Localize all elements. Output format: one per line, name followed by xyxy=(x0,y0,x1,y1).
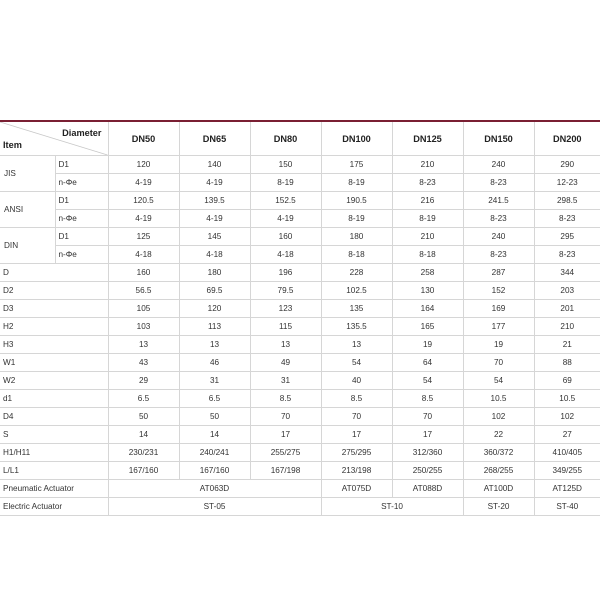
header-corner-cell xyxy=(0,121,108,156)
value-cell: 180 xyxy=(179,264,250,282)
value-cell: 56.5 xyxy=(108,282,179,300)
size-header-dn200: DN200 xyxy=(534,121,600,156)
value-cell: 70 xyxy=(321,408,392,426)
row-label: D3 xyxy=(0,300,108,318)
actuator-model-cell: ST-10 xyxy=(321,498,463,516)
value-cell: 102 xyxy=(534,408,600,426)
value-cell: 298.5 xyxy=(534,192,600,210)
value-cell: 54 xyxy=(392,372,463,390)
table-row xyxy=(0,354,600,372)
row-label: n-Φe xyxy=(55,210,108,228)
value-cell: 125 xyxy=(108,228,179,246)
value-cell: 8-23 xyxy=(463,246,534,264)
value-cell: 152 xyxy=(463,282,534,300)
value-cell: 210 xyxy=(392,228,463,246)
table-row xyxy=(0,174,600,192)
value-cell: 167/198 xyxy=(250,462,321,480)
value-cell: 216 xyxy=(392,192,463,210)
value-cell: 8-23 xyxy=(463,210,534,228)
value-cell: 123 xyxy=(250,300,321,318)
actuator-row xyxy=(0,498,600,516)
value-cell: 4-19 xyxy=(179,174,250,192)
table-row xyxy=(0,210,600,228)
value-cell: 6.5 xyxy=(179,390,250,408)
size-header-dn100: DN100 xyxy=(321,121,392,156)
row-label: L/L1 xyxy=(0,462,108,480)
value-cell: 295 xyxy=(534,228,600,246)
header-item-label: Item xyxy=(3,140,22,150)
specification-table xyxy=(0,120,600,516)
table-row xyxy=(0,264,600,282)
row-label: D xyxy=(0,264,108,282)
value-cell: 70 xyxy=(250,408,321,426)
table-row xyxy=(0,372,600,390)
value-cell: 102 xyxy=(463,408,534,426)
value-cell: 70 xyxy=(463,354,534,372)
header-diameter-label: Diameter xyxy=(62,128,102,138)
value-cell: 27 xyxy=(534,426,600,444)
value-cell: 135 xyxy=(321,300,392,318)
row-label: n-Φe xyxy=(55,246,108,264)
value-cell: 8-23 xyxy=(534,246,600,264)
standard-group-label: JIS xyxy=(0,156,55,192)
value-cell: 31 xyxy=(179,372,250,390)
value-cell: 8.5 xyxy=(392,390,463,408)
value-cell: 360/372 xyxy=(463,444,534,462)
value-cell: 4-19 xyxy=(108,210,179,228)
value-cell: 17 xyxy=(392,426,463,444)
value-cell: 139.5 xyxy=(179,192,250,210)
table-row xyxy=(0,246,600,264)
value-cell: 31 xyxy=(250,372,321,390)
value-cell: 240 xyxy=(463,156,534,174)
diagonal-divider xyxy=(0,122,108,155)
size-header-dn125: DN125 xyxy=(392,121,463,156)
value-cell: 130 xyxy=(392,282,463,300)
value-cell: 10.5 xyxy=(534,390,600,408)
standard-group-label: DIN xyxy=(0,228,55,264)
value-cell: 135.5 xyxy=(321,318,392,336)
table-row xyxy=(0,390,600,408)
value-cell: 8-18 xyxy=(392,246,463,264)
value-cell: 228 xyxy=(321,264,392,282)
row-label: S xyxy=(0,426,108,444)
table-row xyxy=(0,336,600,354)
value-cell: 4-19 xyxy=(250,210,321,228)
value-cell: 43 xyxy=(108,354,179,372)
value-cell: 177 xyxy=(463,318,534,336)
value-cell: 54 xyxy=(463,372,534,390)
value-cell: 175 xyxy=(321,156,392,174)
value-cell: 19 xyxy=(463,336,534,354)
actuator-row xyxy=(0,480,600,498)
value-cell: 13 xyxy=(250,336,321,354)
value-cell: 8-23 xyxy=(534,210,600,228)
row-label: D4 xyxy=(0,408,108,426)
value-cell: 203 xyxy=(534,282,600,300)
row-label: D1 xyxy=(55,192,108,210)
value-cell: 10.5 xyxy=(463,390,534,408)
size-header-dn50: DN50 xyxy=(108,121,179,156)
row-label: H3 xyxy=(0,336,108,354)
value-cell: 8-19 xyxy=(321,174,392,192)
size-header-dn150: DN150 xyxy=(463,121,534,156)
table-row xyxy=(0,228,600,246)
value-cell: 167/160 xyxy=(179,462,250,480)
table-body xyxy=(0,156,600,516)
value-cell: 6.5 xyxy=(108,390,179,408)
value-cell: 64 xyxy=(392,354,463,372)
value-cell: 105 xyxy=(108,300,179,318)
value-cell: 4-19 xyxy=(108,174,179,192)
actuator-model-cell: AT088D xyxy=(392,480,463,498)
actuator-label: Electric Actuator xyxy=(0,498,108,516)
actuator-model-cell: ST-20 xyxy=(463,498,534,516)
value-cell: 180 xyxy=(321,228,392,246)
value-cell: 14 xyxy=(108,426,179,444)
value-cell: 115 xyxy=(250,318,321,336)
value-cell: 255/275 xyxy=(250,444,321,462)
value-cell: 8-19 xyxy=(321,210,392,228)
value-cell: 8-19 xyxy=(392,210,463,228)
value-cell: 4-18 xyxy=(179,246,250,264)
table-row xyxy=(0,444,600,462)
value-cell: 160 xyxy=(108,264,179,282)
table-row xyxy=(0,300,600,318)
row-label: D1 xyxy=(55,228,108,246)
table-row xyxy=(0,426,600,444)
value-cell: 70 xyxy=(392,408,463,426)
value-cell: 13 xyxy=(179,336,250,354)
value-cell: 12-23 xyxy=(534,174,600,192)
value-cell: 349/255 xyxy=(534,462,600,480)
value-cell: 69 xyxy=(534,372,600,390)
row-label: d1 xyxy=(0,390,108,408)
actuator-model-cell: AT063D xyxy=(108,480,321,498)
value-cell: 210 xyxy=(534,318,600,336)
value-cell: 88 xyxy=(534,354,600,372)
value-cell: 312/360 xyxy=(392,444,463,462)
value-cell: 13 xyxy=(321,336,392,354)
value-cell: 152.5 xyxy=(250,192,321,210)
actuator-model-cell: AT100D xyxy=(463,480,534,498)
table-row xyxy=(0,462,600,480)
value-cell: 275/295 xyxy=(321,444,392,462)
actuator-model-cell: ST-40 xyxy=(534,498,600,516)
value-cell: 240 xyxy=(463,228,534,246)
value-cell: 4-18 xyxy=(108,246,179,264)
value-cell: 167/160 xyxy=(108,462,179,480)
value-cell: 190.5 xyxy=(321,192,392,210)
value-cell: 145 xyxy=(179,228,250,246)
value-cell: 4-18 xyxy=(250,246,321,264)
value-cell: 113 xyxy=(179,318,250,336)
value-cell: 150 xyxy=(250,156,321,174)
value-cell: 140 xyxy=(179,156,250,174)
value-cell: 120.5 xyxy=(108,192,179,210)
value-cell: 344 xyxy=(534,264,600,282)
value-cell: 120 xyxy=(179,300,250,318)
value-cell: 201 xyxy=(534,300,600,318)
value-cell: 54 xyxy=(321,354,392,372)
table-row xyxy=(0,408,600,426)
value-cell: 17 xyxy=(250,426,321,444)
row-label: D1 xyxy=(55,156,108,174)
row-label: D2 xyxy=(0,282,108,300)
value-cell: 69.5 xyxy=(179,282,250,300)
value-cell: 230/231 xyxy=(108,444,179,462)
value-cell: 213/198 xyxy=(321,462,392,480)
value-cell: 164 xyxy=(392,300,463,318)
table-row xyxy=(0,156,600,174)
size-header-dn65: DN65 xyxy=(179,121,250,156)
actuator-label: Pneumatic Actuator xyxy=(0,480,108,498)
value-cell: 4-19 xyxy=(179,210,250,228)
value-cell: 49 xyxy=(250,354,321,372)
row-label: H1/H11 xyxy=(0,444,108,462)
row-label: W1 xyxy=(0,354,108,372)
value-cell: 196 xyxy=(250,264,321,282)
value-cell: 14 xyxy=(179,426,250,444)
value-cell: 290 xyxy=(534,156,600,174)
value-cell: 29 xyxy=(108,372,179,390)
value-cell: 17 xyxy=(321,426,392,444)
value-cell: 120 xyxy=(108,156,179,174)
value-cell: 22 xyxy=(463,426,534,444)
value-cell: 13 xyxy=(108,336,179,354)
actuator-model-cell: ST-05 xyxy=(108,498,321,516)
value-cell: 8.5 xyxy=(250,390,321,408)
value-cell: 50 xyxy=(179,408,250,426)
value-cell: 240/241 xyxy=(179,444,250,462)
actuator-model-cell: AT075D xyxy=(321,480,392,498)
value-cell: 8-23 xyxy=(463,174,534,192)
value-cell: 50 xyxy=(108,408,179,426)
table-row xyxy=(0,192,600,210)
value-cell: 241.5 xyxy=(463,192,534,210)
value-cell: 410/405 xyxy=(534,444,600,462)
value-cell: 160 xyxy=(250,228,321,246)
row-label: n-Φe xyxy=(55,174,108,192)
table-row xyxy=(0,282,600,300)
header-row xyxy=(0,121,600,156)
standard-group-label: ANSI xyxy=(0,192,55,228)
value-cell: 268/255 xyxy=(463,462,534,480)
value-cell: 21 xyxy=(534,336,600,354)
value-cell: 169 xyxy=(463,300,534,318)
value-cell: 165 xyxy=(392,318,463,336)
value-cell: 102.5 xyxy=(321,282,392,300)
value-cell: 258 xyxy=(392,264,463,282)
value-cell: 287 xyxy=(463,264,534,282)
value-cell: 79.5 xyxy=(250,282,321,300)
table-row xyxy=(0,318,600,336)
value-cell: 40 xyxy=(321,372,392,390)
size-header-dn80: DN80 xyxy=(250,121,321,156)
value-cell: 210 xyxy=(392,156,463,174)
value-cell: 8-18 xyxy=(321,246,392,264)
value-cell: 8.5 xyxy=(321,390,392,408)
value-cell: 8-23 xyxy=(392,174,463,192)
row-label: H2 xyxy=(0,318,108,336)
value-cell: 250/255 xyxy=(392,462,463,480)
value-cell: 103 xyxy=(108,318,179,336)
value-cell: 19 xyxy=(392,336,463,354)
row-label: W2 xyxy=(0,372,108,390)
actuator-model-cell: AT125D xyxy=(534,480,600,498)
value-cell: 46 xyxy=(179,354,250,372)
value-cell: 8-19 xyxy=(250,174,321,192)
